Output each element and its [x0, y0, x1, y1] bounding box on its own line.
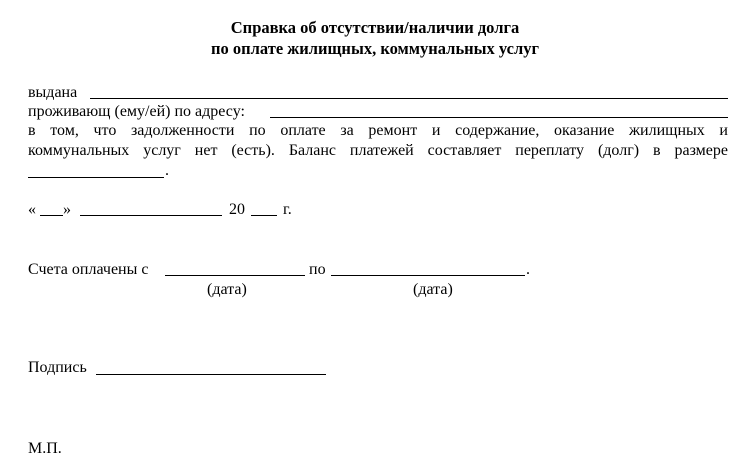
body-end-period: . [165, 162, 169, 179]
signature-label: Подпись [28, 359, 87, 376]
body-text-line-1: в том, что задолженности по оплате за ремонт и содержание, оказание жилищных и [28, 122, 728, 139]
signature-blank[interactable] [96, 374, 326, 375]
date-open-quote: « [28, 201, 36, 218]
document-title-line-1: Справка об отсутствии/наличии долга [230, 18, 520, 37]
paid-to-label: по [309, 261, 326, 278]
residing-label: проживающ (ему/ей) по адресу: [28, 103, 245, 120]
body-text-line-2: коммунальных услуг нет (есть). Баланс платежей составляет переплату (долг) в размере [28, 142, 728, 159]
address-blank[interactable] [270, 117, 728, 118]
date-year-prefix: 20 [229, 201, 245, 218]
paid-end-period: . [526, 261, 530, 278]
issued-label: выдана [28, 84, 78, 101]
paid-label: Счета оплачены с [28, 261, 149, 278]
document-title-line-2: по оплате жилищных, коммунальных услуг [211, 39, 539, 58]
date-day-blank[interactable] [40, 215, 63, 216]
date-close-quote: » [63, 201, 71, 218]
amount-blank[interactable] [28, 177, 164, 178]
date-year-blank[interactable] [251, 215, 277, 216]
date-hint-to: (дата) [413, 281, 453, 298]
issued-blank[interactable] [90, 98, 728, 99]
date-year-suffix: г. [283, 201, 292, 218]
paid-to-blank[interactable] [331, 275, 525, 276]
date-month-blank[interactable] [80, 215, 222, 216]
date-hint-from: (дата) [207, 281, 247, 298]
stamp-place-label: М.П. [28, 440, 62, 457]
paid-from-blank[interactable] [165, 275, 305, 276]
